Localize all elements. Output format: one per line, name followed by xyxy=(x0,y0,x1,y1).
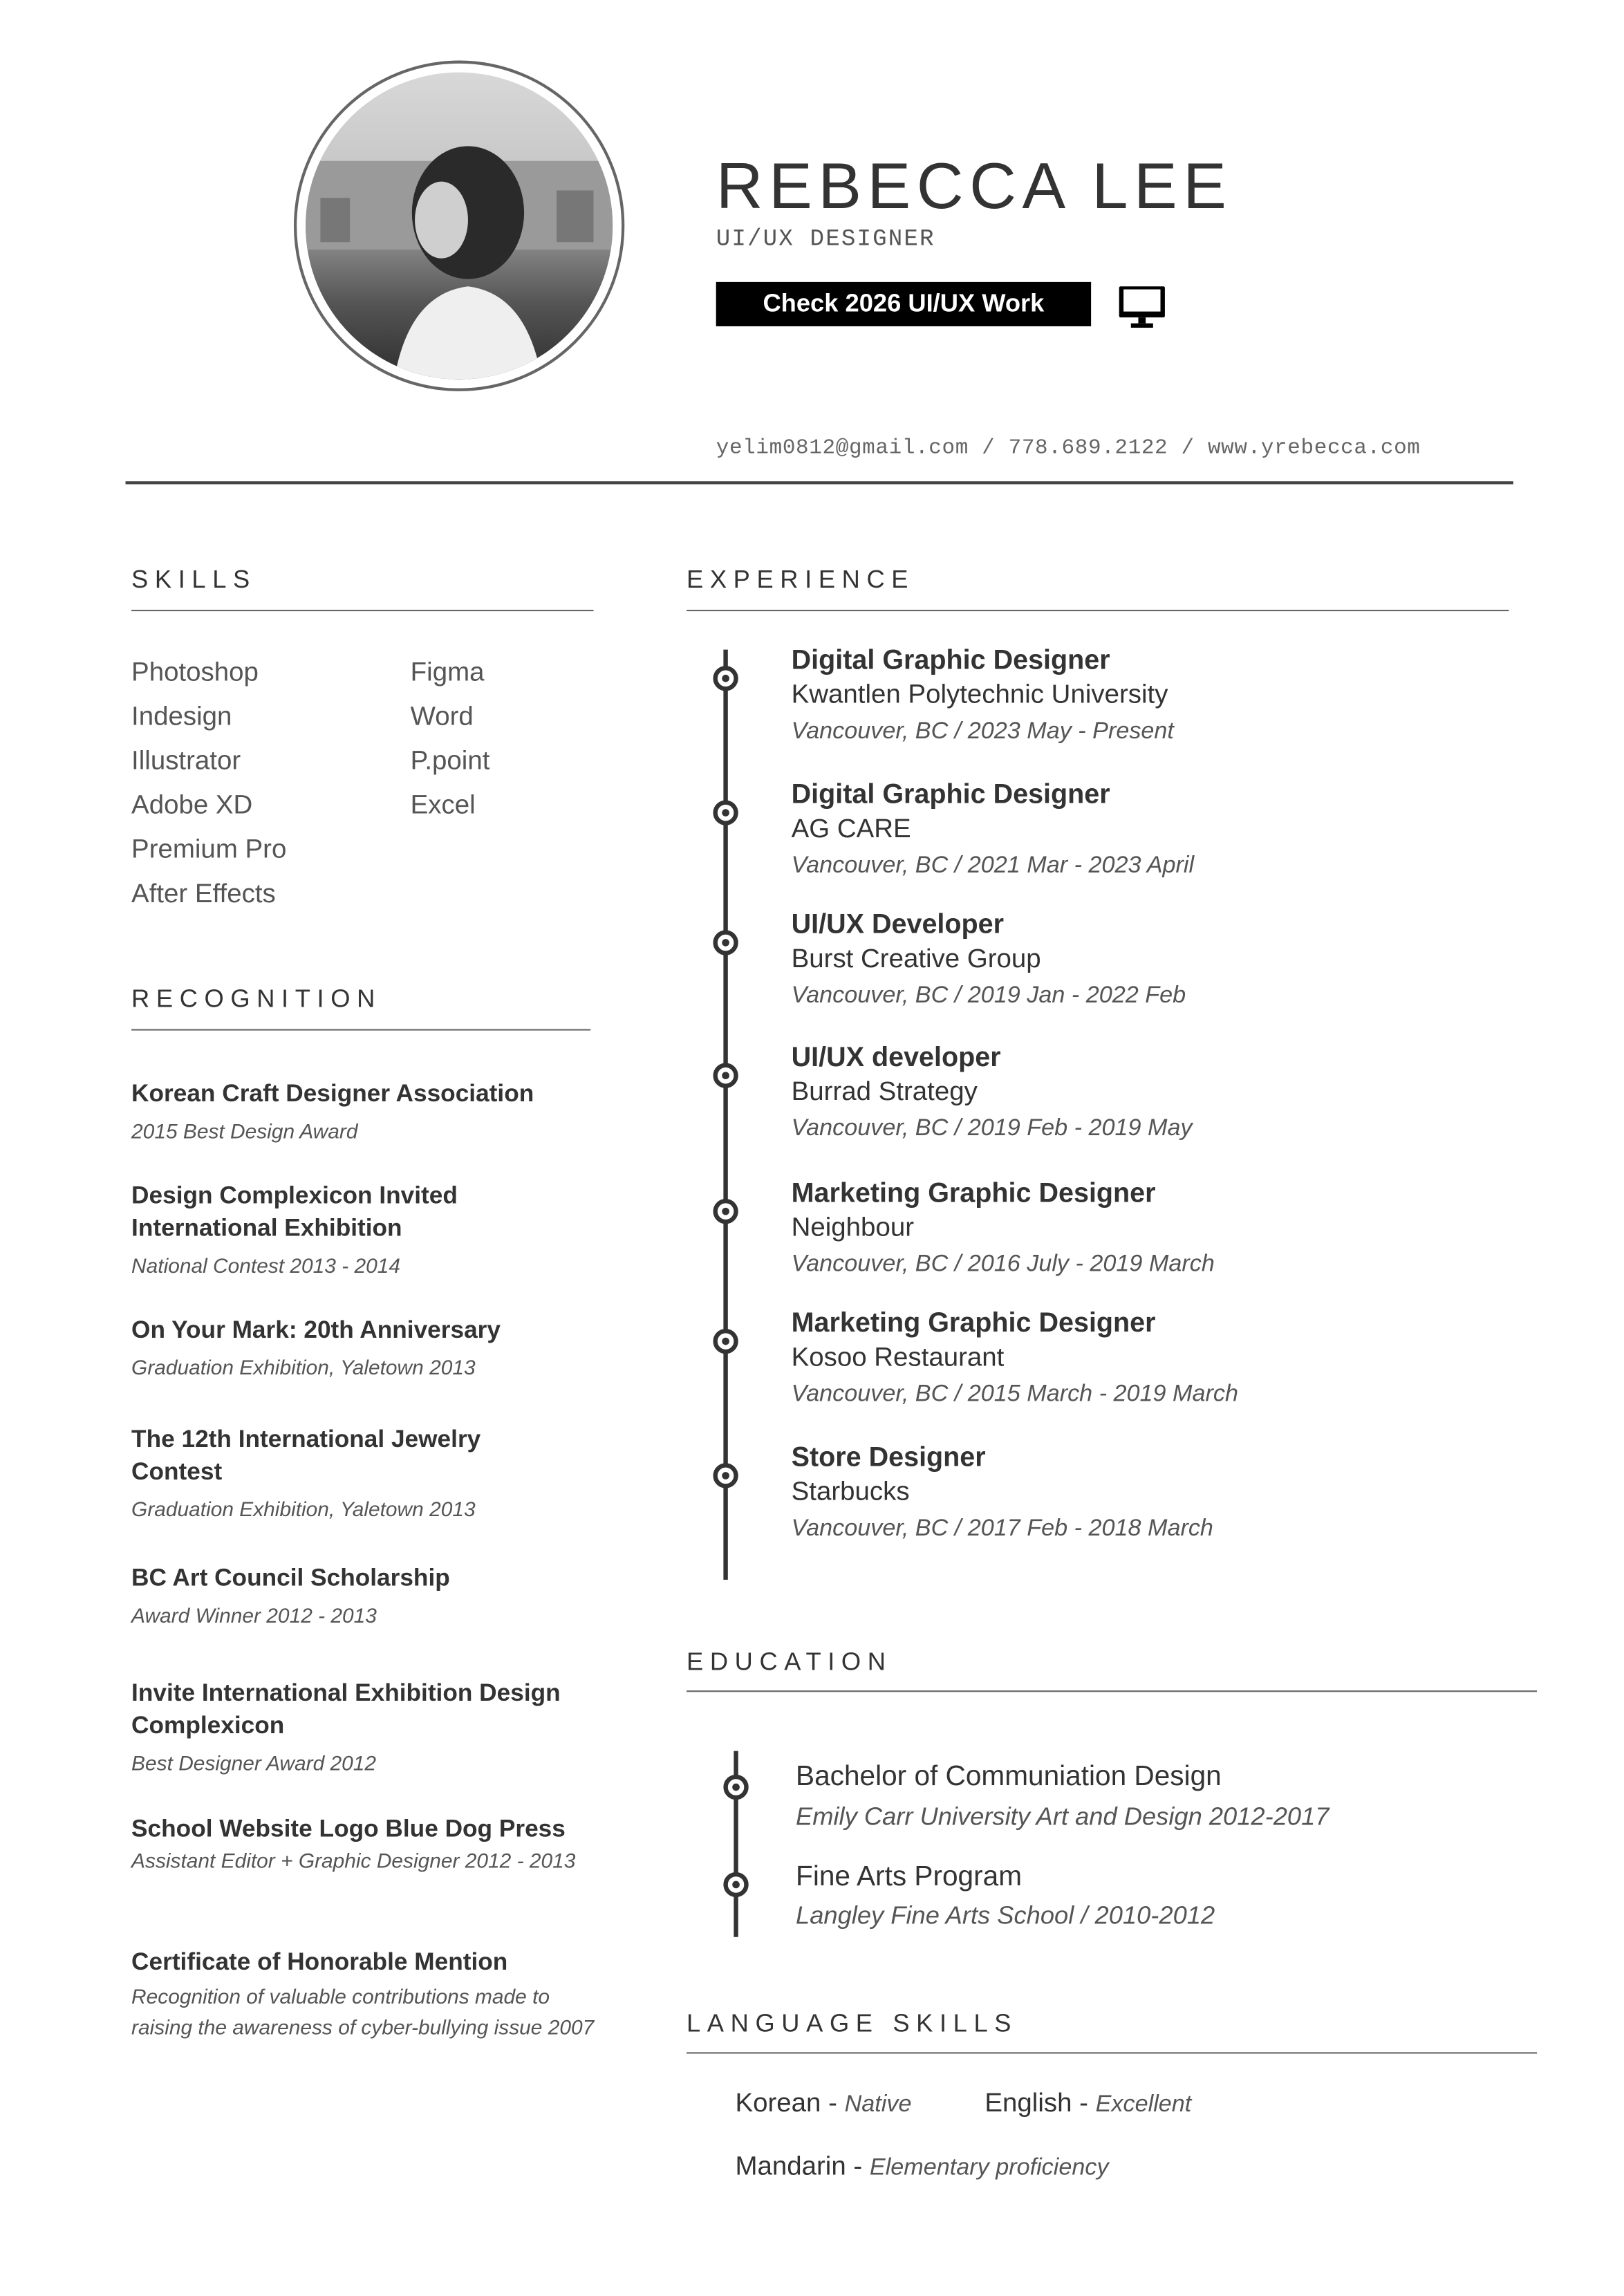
recognition-item xyxy=(131,1179,589,1281)
experience-detail: Vancouver, BC / 2023 May - Present xyxy=(791,718,1174,745)
education-heading: EDUCATION xyxy=(687,1648,893,1676)
language-item xyxy=(984,2088,1191,2119)
recognition-subtitle: Best Designer Award 2012 xyxy=(131,1751,377,1775)
skill-item: After Effects xyxy=(131,878,276,908)
recognition-item xyxy=(131,1677,604,1779)
skill-item: Word xyxy=(410,701,474,731)
experience-detail: Vancouver, BC / 2019 Feb - 2019 May xyxy=(791,1116,1193,1141)
experience-detail: Vancouver, BC / 2016 July - 2019 March xyxy=(791,1251,1215,1278)
skills-divider xyxy=(131,610,593,611)
monitor-icon[interactable] xyxy=(1118,285,1166,328)
experience-title: Store Designer xyxy=(791,1441,986,1473)
language-separator: - xyxy=(821,2087,845,2118)
experience-timeline xyxy=(723,650,727,1580)
timeline-dot-icon xyxy=(713,1329,738,1354)
language-name: Mandarin xyxy=(735,2151,846,2181)
education-title: Fine Arts Program xyxy=(796,1861,1022,1893)
timeline-dot-icon xyxy=(713,800,738,825)
skill-item: Adobe XD xyxy=(131,790,253,820)
language-divider xyxy=(687,2052,1537,2053)
timeline-dot-icon xyxy=(713,930,738,955)
language-level: Excellent xyxy=(1095,2092,1192,2118)
recognition-title: Korean Craft Designer Association xyxy=(131,1081,534,1108)
recognition-item xyxy=(131,1813,604,1876)
recognition-heading: RECOGNITION xyxy=(131,984,382,1013)
education-detail: Emily Carr University Art and Design 2012-2017 xyxy=(796,1802,1329,1831)
language-level: Native xyxy=(844,2092,912,2118)
experience-company: Burrad Strategy xyxy=(791,1076,978,1106)
header-divider xyxy=(126,481,1513,483)
timeline-dot-icon xyxy=(723,1872,748,1897)
profile-photo xyxy=(306,73,613,380)
experience-detail: Vancouver, BC / 2017 Feb - 2018 March xyxy=(791,1516,1213,1542)
experience-heading: EXPERIENCE xyxy=(687,565,915,594)
recognition-title: School Website Logo Blue Dog Press xyxy=(131,1816,566,1843)
experience-detail: Vancouver, BC / 2015 March - 2019 March xyxy=(791,1381,1238,1408)
skill-item: Premium Pro xyxy=(131,834,287,864)
experience-company: Burst Creative Group xyxy=(791,943,1041,973)
recognition-subtitle: National Contest 2013 - 2014 xyxy=(131,1253,400,1278)
timeline-dot-icon xyxy=(713,666,738,691)
recognition-subtitle: Graduation Exhibition, Yaletown 2013 xyxy=(131,1497,476,1521)
experience-company: Kwantlen Polytechnic University xyxy=(791,679,1168,709)
skill-item: P.point xyxy=(410,745,490,776)
experience-company: Neighbour xyxy=(791,1212,915,1242)
experience-company: Kosoo Restaurant xyxy=(791,1342,1005,1372)
language-item xyxy=(735,2151,1108,2182)
recognition-divider xyxy=(131,1029,590,1030)
experience-title: UI/UX developer xyxy=(791,1040,1001,1072)
language-name: English xyxy=(984,2087,1072,2118)
recognition-title: Invite International Exhibition Design Complexicon xyxy=(131,1680,561,1739)
recognition-item xyxy=(131,1314,604,1383)
recognition-subtitle: Assistant Editor + Graphic Designer 2012 - 2013 xyxy=(131,1848,576,1872)
skill-item: Photoshop xyxy=(131,657,259,687)
skill-item: Figma xyxy=(410,657,485,687)
recognition-title: BC Art Council Scholarship xyxy=(131,1565,450,1592)
skill-item: Illustrator xyxy=(131,745,241,776)
timeline-dot-icon xyxy=(713,1463,738,1488)
skill-item: Indesign xyxy=(131,701,232,731)
experience-company: Starbucks xyxy=(791,1476,910,1506)
recognition-title: Certificate of Honorable Mention xyxy=(131,1948,508,1976)
experience-detail: Vancouver, BC / 2021 Mar - 2023 April xyxy=(791,853,1195,879)
recognition-title: The 12th International Jewelry Contest xyxy=(131,1426,481,1486)
language-heading: LANGUAGE SKILLS xyxy=(687,2009,1018,2037)
recognition-subtitle: Graduation Exhibition, Yaletown 2013 xyxy=(131,1355,476,1379)
language-item xyxy=(735,2088,911,2119)
skill-item: Excel xyxy=(410,790,476,820)
profile-photo-illustration xyxy=(306,73,613,380)
experience-company: AG CARE xyxy=(791,813,911,843)
recognition-subtitle: 2015 Best Design Award xyxy=(131,1119,358,1143)
recognition-subtitle: Recognition of valuable contributions made to raising the awareness of cyber-bullying issue 2007 xyxy=(131,1984,595,2040)
experience-title: Digital Graphic Designer xyxy=(791,644,1110,675)
recognition-item xyxy=(131,1562,604,1631)
experience-title: Marketing Graphic Designer xyxy=(791,1176,1156,1208)
language-name: Korean xyxy=(735,2087,821,2118)
timeline-dot-icon xyxy=(713,1199,738,1224)
language-level: Elementary proficiency xyxy=(869,2155,1109,2181)
skills-heading: SKILLS xyxy=(131,565,256,594)
experience-title: UI/UX Developer xyxy=(791,908,1005,940)
contact-info: yelim0812@gmail.com / 778.689.2122 / www.yrebecca.com xyxy=(716,437,1421,461)
experience-divider xyxy=(687,610,1509,611)
recognition-item xyxy=(131,1424,589,1525)
education-title: Bachelor of Communiation Design xyxy=(796,1761,1222,1793)
experience-title: Digital Graphic Designer xyxy=(791,778,1110,810)
education-detail: Langley Fine Arts School / 2010-2012 xyxy=(796,1901,1215,1930)
candidate-role: UI/UX DESIGNER xyxy=(716,225,935,253)
language-separator: - xyxy=(846,2151,870,2181)
recognition-item xyxy=(131,1946,604,2044)
portfolio-button[interactable]: Check 2026 UI/UX Work xyxy=(716,282,1091,326)
candidate-name: REBECCA LEE xyxy=(716,150,1233,223)
timeline-dot-icon xyxy=(713,1063,738,1088)
education-divider xyxy=(687,1690,1537,1692)
recognition-subtitle: Award Winner 2012 - 2013 xyxy=(131,1603,377,1627)
experience-title: Marketing Graphic Designer xyxy=(791,1306,1156,1338)
timeline-dot-icon xyxy=(723,1775,748,1800)
language-separator: - xyxy=(1072,2087,1096,2118)
experience-detail: Vancouver, BC / 2019 Jan - 2022 Feb xyxy=(791,983,1186,1009)
recognition-title: Design Complexicon Invited International Exhibition xyxy=(131,1182,458,1242)
recognition-item xyxy=(131,1078,604,1147)
recognition-title: On Your Mark: 20th Anniversary xyxy=(131,1316,501,1344)
